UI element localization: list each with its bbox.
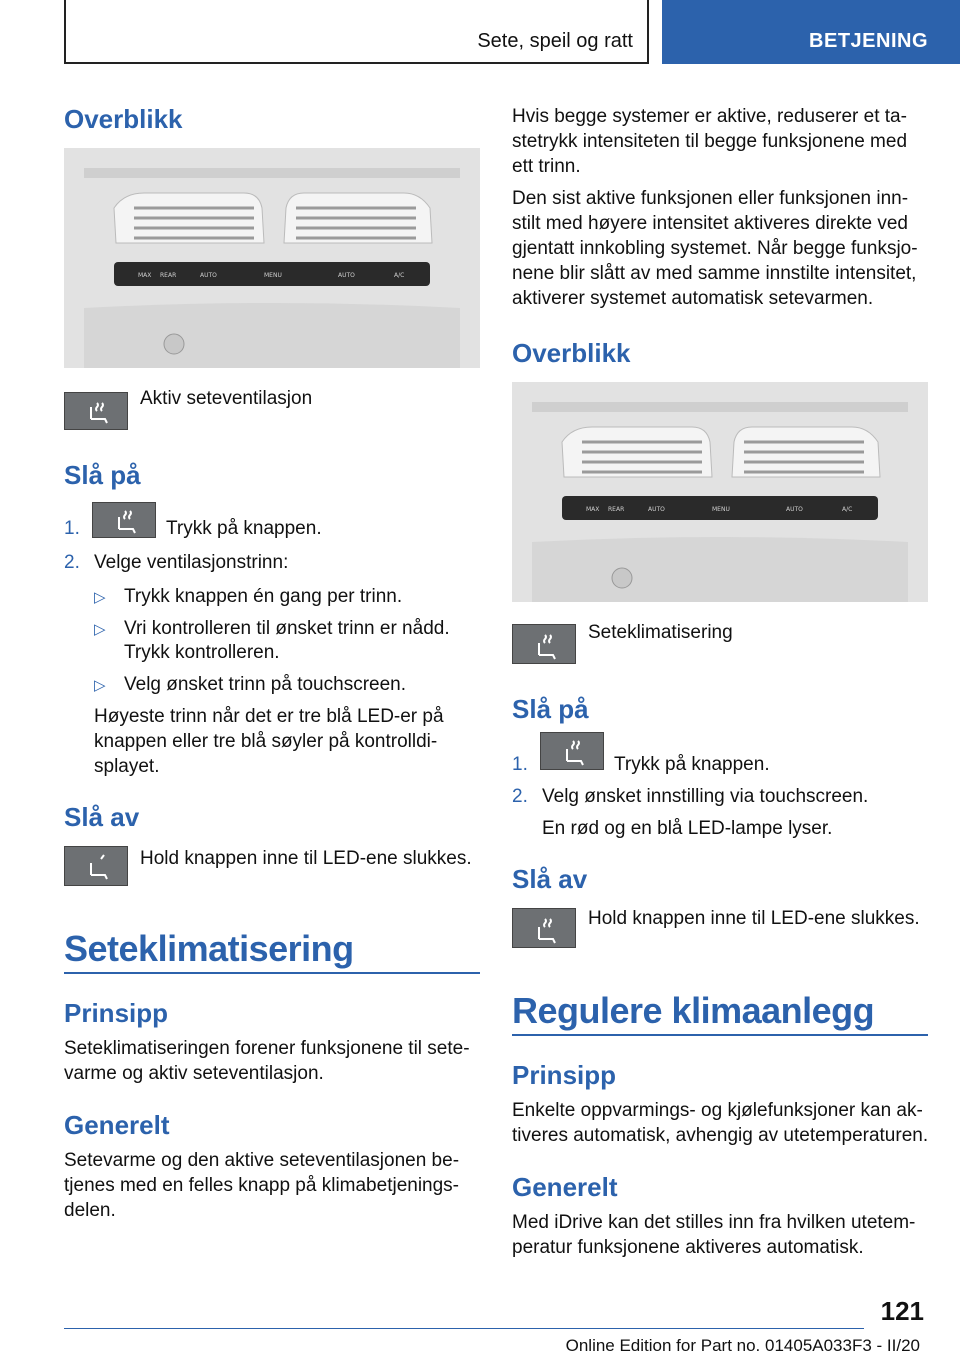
step-number: 1. bbox=[64, 518, 80, 539]
bullet-text: Trykk knappen én gang per trinn. bbox=[124, 586, 403, 607]
seat-ventilation-icon bbox=[64, 392, 128, 430]
step-1-right bbox=[512, 752, 542, 777]
step-2-right bbox=[512, 784, 868, 809]
climate-panel-photo-right bbox=[512, 382, 928, 602]
triangle-bullet-icon: ▷ bbox=[94, 589, 106, 606]
general-text-right-1: Med iDrive kan det stilles inn fra hvilken utetem- bbox=[512, 1212, 916, 1233]
intro-text-2: stetrykk intensiteten til begge funksjonene med bbox=[512, 131, 908, 152]
bullet-text: Velg ønsket trinn på touchscreen. bbox=[124, 674, 406, 695]
svg-text:AUTO: AUTO bbox=[338, 272, 355, 279]
svg-text:A/C: A/C bbox=[394, 272, 405, 279]
on-note-right: En rød og en blå LED-lampe lyser. bbox=[542, 818, 833, 839]
footer-rule bbox=[64, 1328, 864, 1329]
section-rule-left bbox=[64, 972, 480, 974]
general-text-left-3: delen. bbox=[64, 1200, 116, 1221]
intro2-text-4: nene blir slått av med samme innstilte intensitet, bbox=[512, 263, 917, 284]
climate-panel-photo-left bbox=[64, 148, 480, 368]
general-heading-left: Generelt bbox=[64, 1110, 170, 1140]
section-heading-seteklimatisering: Seteklimatisering bbox=[64, 928, 354, 969]
on-heading-left: Slå på bbox=[64, 460, 141, 490]
step-number: 2. bbox=[64, 552, 80, 573]
svg-text:AUTO: AUTO bbox=[786, 506, 803, 513]
general-text-left-2: tjenes med en felles knapp på klimabetjenings- bbox=[64, 1175, 460, 1196]
general-text-right-2: peratur funksjonene aktiveres automatisk. bbox=[512, 1237, 864, 1258]
principle-heading-left: Prinsipp bbox=[64, 998, 169, 1028]
svg-text:MAX: MAX bbox=[138, 272, 152, 279]
off-text-left: Hold knappen inne til LED-ene slukkes. bbox=[140, 848, 472, 869]
overview-caption-right: Seteklimatisering bbox=[588, 622, 733, 643]
overview-heading-left: Overblikk bbox=[64, 104, 183, 134]
principle-text-left-2: varme og aktiv seteventilasjon. bbox=[64, 1063, 324, 1084]
seat-ventilation-off-icon bbox=[64, 846, 128, 886]
step-text: Velg ønsket innstilling via touchscreen. bbox=[542, 786, 869, 807]
bullet-text: Vri kontrolleren til ønsket trinn er nådd. bbox=[124, 618, 450, 639]
climate-panel-illustration bbox=[512, 382, 928, 602]
svg-text:A/C: A/C bbox=[842, 506, 853, 513]
principle-text-right-2: tiveres automatisk, avhengig av utetemperaturen. bbox=[512, 1125, 929, 1146]
step-number: 2. bbox=[512, 786, 528, 807]
on-note-line-1: Høyeste trinn når det er tre blå LED-er på bbox=[94, 706, 444, 727]
svg-text:MENU: MENU bbox=[712, 506, 730, 513]
step-1-text-left: Trykk på knappen. bbox=[166, 518, 322, 539]
bullet-3-left bbox=[94, 672, 406, 698]
intro-text-3: ett trinn. bbox=[512, 156, 581, 177]
seat-climate-off-icon bbox=[512, 908, 576, 948]
header-section-title: Sete, speil og ratt bbox=[477, 30, 633, 52]
intro2-text-2: stilt med høyere intensitet aktiveres direkte ved bbox=[512, 213, 909, 234]
bullet-2-left bbox=[94, 616, 450, 642]
header-chapter-tab bbox=[662, 0, 960, 64]
principle-text-left-1: Seteklimatiseringen forener funksjonene til sete- bbox=[64, 1038, 470, 1059]
step-2-left bbox=[64, 550, 288, 575]
overview-heading-right: Overblikk bbox=[512, 338, 631, 368]
off-text-right: Hold knappen inne til LED-ene slukkes. bbox=[588, 908, 920, 929]
step-1-text-right: Trykk på knappen. bbox=[614, 754, 770, 775]
triangle-bullet-icon: ▷ bbox=[94, 621, 106, 638]
seat-climate-icon bbox=[512, 624, 576, 664]
header-section-tab bbox=[64, 0, 649, 64]
svg-text:MENU: MENU bbox=[264, 272, 282, 279]
seat-ventilation-button-icon bbox=[92, 502, 156, 538]
triangle-bullet-icon: ▷ bbox=[94, 677, 106, 694]
intro2-text-5: aktiverer systemet automatisk setevarmen. bbox=[512, 288, 874, 309]
svg-text:AUTO: AUTO bbox=[200, 272, 217, 279]
intro-text-1: Hvis begge systemer er aktive, reduserer et ta- bbox=[512, 106, 907, 127]
step-number: 1. bbox=[512, 754, 528, 775]
svg-text:REAR: REAR bbox=[608, 506, 625, 513]
on-note-line-3: splayet. bbox=[94, 756, 160, 777]
intro2-text-1: Den sist aktive funksjonen eller funksjonen inn- bbox=[512, 188, 909, 209]
intro2-text-3: gjentatt innkobling systemet. Når begge funksjo- bbox=[512, 238, 918, 259]
svg-text:MAX: MAX bbox=[586, 506, 600, 513]
principle-heading-right: Prinsipp bbox=[512, 1060, 617, 1090]
general-heading-right: Generelt bbox=[512, 1172, 618, 1202]
section-rule-right bbox=[512, 1034, 928, 1036]
step-1-left bbox=[64, 516, 94, 541]
climate-panel-illustration bbox=[64, 148, 480, 368]
overview-caption-left: Aktiv seteventilasjon bbox=[140, 388, 313, 409]
seat-climate-button-icon bbox=[540, 732, 604, 770]
svg-text:REAR: REAR bbox=[160, 272, 177, 279]
page-number: 121 bbox=[880, 1296, 924, 1326]
footer-edition: Online Edition for Part no. 01405A033F3 - II/20 bbox=[565, 1336, 920, 1355]
section-heading-regulere: Regulere klimaanlegg bbox=[512, 990, 875, 1031]
off-heading-right: Slå av bbox=[512, 864, 588, 894]
principle-text-right-1: Enkelte oppvarmings- og kjølefunksjoner kan ak- bbox=[512, 1100, 923, 1121]
header-chapter-title: BETJENING bbox=[809, 30, 928, 52]
on-note-line-2: knappen eller tre blå søyler på kontrolldi- bbox=[94, 731, 438, 752]
svg-text:AUTO: AUTO bbox=[648, 506, 665, 513]
general-text-left-1: Setevarme og den aktive seteventilasjonen be- bbox=[64, 1150, 460, 1171]
on-heading-right: Slå på bbox=[512, 694, 589, 724]
bullet-2-cont-left: Trykk kontrolleren. bbox=[124, 642, 280, 663]
off-heading-left: Slå av bbox=[64, 802, 140, 832]
step-text: Velge ventilasjonstrinn: bbox=[94, 552, 289, 573]
bullet-1-left bbox=[94, 584, 402, 610]
